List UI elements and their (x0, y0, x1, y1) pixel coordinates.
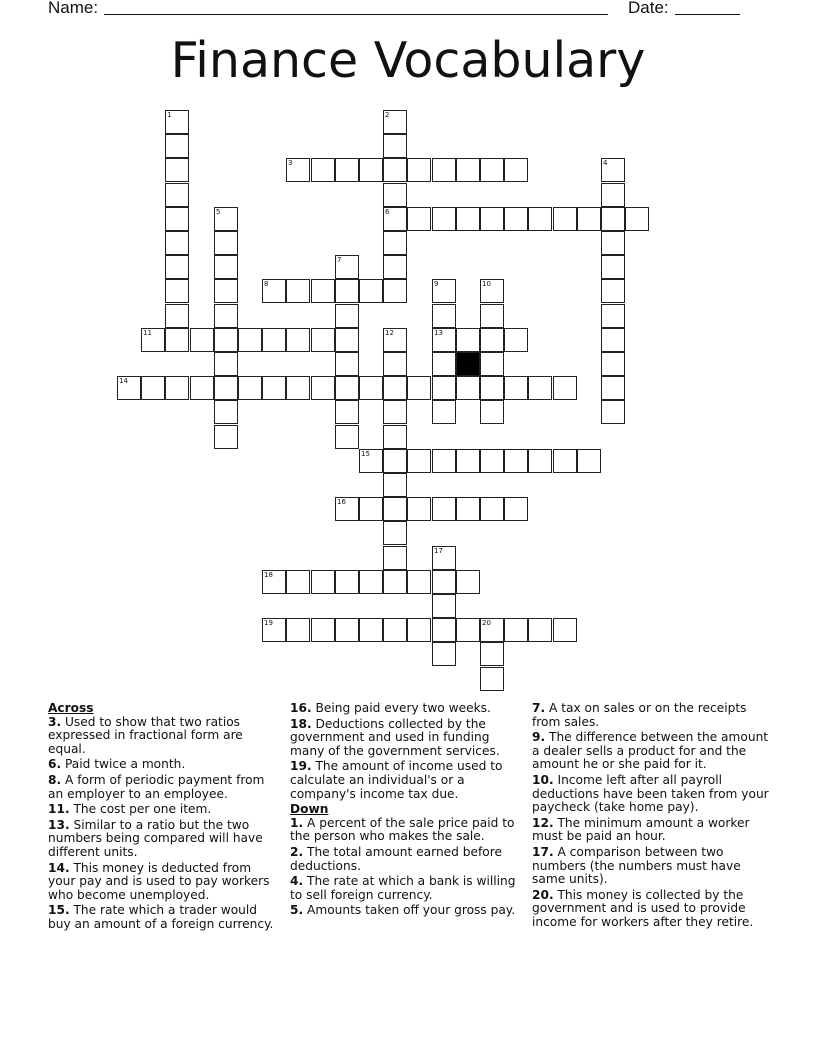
clues-column-2 (290, 702, 522, 920)
puzzle-title: Finance Vocabulary (170, 32, 646, 89)
grid-cell[interactable] (359, 279, 383, 303)
grid-cell[interactable] (432, 570, 456, 594)
clue-number: 18 (264, 571, 273, 579)
grid-cell[interactable] (214, 255, 238, 279)
clue-number: 12 (385, 329, 394, 337)
grid-cell[interactable] (432, 618, 456, 642)
grid-cell[interactable] (383, 183, 407, 207)
clue-text: The rate at which a bank is willing to sell foreign currency. (290, 874, 516, 902)
clue-number: 15 (361, 450, 370, 458)
grid-cell[interactable] (286, 618, 310, 642)
grid-cell[interactable] (456, 376, 480, 400)
grid-cell[interactable] (601, 279, 625, 303)
clue-across-16 (290, 702, 522, 716)
grid-cell[interactable] (359, 497, 383, 521)
grid-cell[interactable] (480, 352, 504, 376)
grid-cell[interactable] (383, 279, 407, 303)
grid-cell[interactable] (359, 376, 383, 400)
grid-cell[interactable] (504, 618, 528, 642)
across-heading: Across (48, 701, 94, 715)
grid-cell[interactable] (528, 449, 552, 473)
clue-text: The total amount earned before deductions. (290, 844, 502, 873)
grid-cell[interactable] (335, 400, 359, 424)
clue-number-label: 13. (48, 817, 70, 832)
clue-text: A form of periodic payment from an employer to an employee. (48, 772, 265, 801)
grid-cell[interactable] (383, 328, 407, 352)
grid-cell[interactable] (383, 497, 407, 521)
clue-text: The minimum amount a worker must be paid an hour. (532, 815, 750, 844)
clue-number: 20 (482, 619, 491, 627)
grid-cell[interactable] (432, 497, 456, 521)
grid-cell[interactable] (311, 279, 335, 303)
clue-text: A tax on sales or on the receipts from sales. (532, 701, 747, 729)
clue-number-label: 15. (48, 903, 70, 918)
clue-down-2 (290, 846, 522, 873)
grid-cell[interactable] (480, 376, 504, 400)
clue-number: 17 (434, 547, 443, 555)
clue-text: Being paid every two weeks. (315, 701, 491, 715)
name-label: Name: (48, 0, 99, 17)
clue-number: 10 (482, 280, 491, 288)
grid-cell[interactable] (335, 570, 359, 594)
clue-down-4 (290, 875, 522, 902)
grid-cell[interactable] (553, 376, 577, 400)
clue-text: Amounts taken off your gross pay. (307, 903, 516, 918)
grid-cell[interactable] (383, 521, 407, 545)
clues-column-3 (532, 702, 772, 932)
clue-number: 19 (264, 619, 273, 627)
grid-cell[interactable] (311, 570, 335, 594)
grid-cell[interactable] (528, 207, 552, 231)
grid-cell[interactable] (504, 158, 528, 182)
grid-cell[interactable] (286, 328, 310, 352)
grid-cell[interactable] (335, 279, 359, 303)
black-cell (456, 352, 480, 376)
clue-across-19 (290, 760, 522, 801)
grid-cell[interactable] (214, 304, 238, 328)
clue-text: The rate which a trader would buy an amount of a foreign currency. (48, 903, 274, 931)
grid-cell[interactable] (165, 304, 189, 328)
grid-cell[interactable] (480, 497, 504, 521)
grid-cell[interactable] (335, 328, 359, 352)
grid-cell[interactable] (383, 400, 407, 424)
grid-cell[interactable] (383, 255, 407, 279)
grid-cell[interactable] (214, 376, 238, 400)
grid-cell[interactable] (456, 618, 480, 642)
clue-text: The difference between the amount a dealer sells a product for and the amount he or she paid for it. (532, 730, 769, 772)
grid-cell[interactable] (601, 352, 625, 376)
grid-cell[interactable] (165, 255, 189, 279)
grid-cell[interactable] (141, 328, 165, 352)
grid-cell[interactable] (432, 158, 456, 182)
grid-cell[interactable] (165, 207, 189, 231)
grid-cell[interactable] (335, 304, 359, 328)
grid-cell[interactable] (335, 352, 359, 376)
grid-cell[interactable] (504, 449, 528, 473)
grid-cell[interactable] (311, 328, 335, 352)
clue-number-label: 11. (48, 802, 70, 817)
clue-number: 14 (119, 377, 128, 385)
grid-cell[interactable] (528, 376, 552, 400)
grid-cell[interactable] (165, 376, 189, 400)
grid-cell[interactable] (359, 449, 383, 473)
grid-cell[interactable] (165, 134, 189, 158)
clue-across-6 (48, 758, 280, 772)
clue-across-14 (48, 862, 280, 903)
grid-cell[interactable] (480, 618, 504, 642)
clue-number-label: 17. (532, 844, 554, 859)
grid-cell[interactable] (165, 279, 189, 303)
clues-column-1 (48, 702, 280, 934)
clue-number-label: 12. (532, 815, 554, 830)
clue-text: This money is collected by the government and is used to provide income for workers after they retire. (532, 887, 754, 929)
grid-cell[interactable] (383, 134, 407, 158)
grid-cell[interactable] (432, 304, 456, 328)
clue-across-3 (48, 716, 280, 757)
grid-cell[interactable] (165, 231, 189, 255)
clue-text: A comparison between two numbers (the numbers must have same units). (532, 844, 741, 887)
clue-across-13 (48, 819, 280, 860)
grid-cell[interactable] (141, 376, 165, 400)
grid-cell[interactable] (601, 231, 625, 255)
grid-cell[interactable] (407, 158, 431, 182)
clue-number: 6 (385, 208, 390, 216)
grid-cell[interactable] (456, 328, 480, 352)
grid-cell[interactable] (383, 158, 407, 182)
clue-across-11 (48, 803, 280, 817)
grid-cell[interactable] (165, 328, 189, 352)
grid-cell[interactable] (504, 328, 528, 352)
grid-cell[interactable] (383, 352, 407, 376)
grid-cell[interactable] (214, 279, 238, 303)
clue-down-1 (290, 817, 522, 844)
grid-cell[interactable] (480, 449, 504, 473)
grid-cell[interactable] (432, 594, 456, 618)
grid-cell[interactable] (311, 618, 335, 642)
grid-cell[interactable] (432, 207, 456, 231)
grid-cell[interactable] (383, 207, 407, 231)
clue-number-label: 16. (290, 701, 312, 715)
grid-cell[interactable] (432, 376, 456, 400)
grid-cell[interactable] (601, 400, 625, 424)
grid-cell[interactable] (165, 110, 189, 134)
clue-down-5 (290, 904, 522, 918)
grid-cell[interactable] (432, 449, 456, 473)
grid-cell[interactable] (577, 207, 601, 231)
clue-across-15 (48, 904, 280, 931)
grid-cell[interactable] (286, 158, 310, 182)
grid-cell[interactable] (601, 207, 625, 231)
clue-number: 8 (264, 280, 269, 288)
grid-cell[interactable] (480, 158, 504, 182)
down-heading: Down (290, 802, 329, 817)
grid-cell[interactable] (214, 328, 238, 352)
clue-number-label: 9. (532, 730, 546, 745)
grid-cell[interactable] (335, 497, 359, 521)
grid-cell[interactable] (383, 546, 407, 570)
clue-number-label: 14. (48, 860, 70, 875)
grid-cell[interactable] (311, 158, 335, 182)
clue-down-12 (532, 817, 772, 844)
date-label: Date: (628, 0, 669, 17)
grid-cell[interactable] (214, 425, 238, 449)
clue-number: 3 (288, 159, 293, 167)
grid-cell[interactable] (601, 328, 625, 352)
clue-number-label: 1. (290, 815, 304, 830)
grid-cell[interactable] (311, 376, 335, 400)
grid-cell[interactable] (383, 110, 407, 134)
grid-cell[interactable] (407, 376, 431, 400)
clue-across-8 (48, 774, 280, 801)
grid-cell[interactable] (335, 255, 359, 279)
clue-number-label: 5. (290, 903, 304, 918)
grid-cell[interactable] (335, 158, 359, 182)
clue-number-label: 8. (48, 772, 62, 787)
clue-text: Used to show that two ratios expressed in fractional form are equal. (48, 714, 243, 756)
grid-cell[interactable] (432, 400, 456, 424)
grid-cell[interactable] (601, 255, 625, 279)
clue-number: 13 (434, 329, 443, 337)
clue-number: 4 (603, 159, 608, 167)
grid-cell[interactable] (456, 497, 480, 521)
clue-number: 9 (434, 280, 439, 288)
grid-cell[interactable] (262, 279, 286, 303)
clue-number-label: 7. (532, 701, 546, 715)
grid-cell[interactable] (577, 449, 601, 473)
grid-cell[interactable] (383, 570, 407, 594)
clue-text: A percent of the sale price paid to the person who makes the sale. (290, 815, 515, 844)
clue-text: The cost per one item. (73, 802, 212, 817)
grid-cell[interactable] (407, 618, 431, 642)
clue-number-label: 20. (532, 887, 554, 902)
grid-cell[interactable] (383, 425, 407, 449)
grid-cell[interactable] (504, 207, 528, 231)
clue-text: Deductions collected by the government and used in funding many of the government services. (290, 716, 500, 758)
grid-cell[interactable] (335, 618, 359, 642)
grid-cell[interactable] (553, 618, 577, 642)
grid-cell[interactable] (601, 158, 625, 182)
clue-text: Similar to a ratio but the two numbers being compared will have different units. (48, 817, 263, 859)
grid-cell[interactable] (383, 449, 407, 473)
grid-cell[interactable] (190, 376, 214, 400)
grid-cell[interactable] (553, 207, 577, 231)
grid-cell[interactable] (432, 328, 456, 352)
clue-number-label: 6. (48, 757, 62, 772)
grid-cell[interactable] (553, 449, 577, 473)
clue-number: 16 (337, 498, 346, 506)
grid-cell[interactable] (407, 570, 431, 594)
grid-cell[interactable] (383, 376, 407, 400)
clue-number-label: 4. (290, 874, 304, 889)
grid-cell[interactable] (214, 400, 238, 424)
grid-cell[interactable] (335, 376, 359, 400)
grid-cell[interactable] (601, 183, 625, 207)
grid-cell[interactable] (601, 304, 625, 328)
grid-cell[interactable] (456, 570, 480, 594)
grid-cell[interactable] (504, 376, 528, 400)
grid-cell[interactable] (238, 328, 262, 352)
grid-cell[interactable] (359, 158, 383, 182)
clue-number-label: 19. (290, 759, 312, 774)
grid-cell[interactable] (117, 376, 141, 400)
clue-number-label: 2. (290, 844, 304, 859)
grid-cell[interactable] (286, 376, 310, 400)
grid-cell[interactable] (432, 352, 456, 376)
grid-cell[interactable] (504, 497, 528, 521)
grid-cell[interactable] (480, 400, 504, 424)
grid-cell[interactable] (286, 570, 310, 594)
grid-cell[interactable] (190, 328, 214, 352)
clue-text: Income left after all payroll deductions have been taken from your paycheck (take home pay). (532, 772, 769, 815)
grid-cell[interactable] (262, 376, 286, 400)
clue-down-9 (532, 731, 772, 772)
clue-down-17 (532, 846, 772, 887)
grid-cell[interactable] (165, 183, 189, 207)
grid-cell[interactable] (359, 570, 383, 594)
grid-cell[interactable] (407, 497, 431, 521)
grid-cell[interactable] (456, 158, 480, 182)
grid-cell[interactable] (262, 618, 286, 642)
grid-cell[interactable] (214, 352, 238, 376)
grid-cell[interactable] (528, 618, 552, 642)
grid-cell[interactable] (432, 546, 456, 570)
clue-text: The amount of income used to calculate an individual's or a company's income tax due. (290, 759, 503, 801)
clue-text: Paid twice a month. (65, 757, 186, 772)
grid-cell[interactable] (480, 667, 504, 691)
grid-cell[interactable] (480, 328, 504, 352)
clue-number: 2 (385, 111, 390, 119)
grid-cell[interactable] (456, 207, 480, 231)
clue-down-20 (532, 889, 772, 930)
grid-cell[interactable] (383, 231, 407, 255)
clue-number-label: 10. (532, 772, 554, 787)
grid-cell[interactable] (480, 279, 504, 303)
grid-cell[interactable] (456, 449, 480, 473)
grid-cell[interactable] (432, 279, 456, 303)
grid-cell[interactable] (262, 570, 286, 594)
grid-cell[interactable] (238, 376, 262, 400)
clue-across-18 (290, 718, 522, 759)
grid-cell[interactable] (407, 207, 431, 231)
grid-cell[interactable] (601, 376, 625, 400)
clue-number: 7 (337, 256, 342, 264)
grid-cell[interactable] (432, 642, 456, 666)
grid-cell[interactable] (214, 207, 238, 231)
clue-number: 5 (216, 208, 221, 216)
grid-cell[interactable] (262, 328, 286, 352)
grid-cell[interactable] (165, 158, 189, 182)
grid-cell[interactable] (480, 207, 504, 231)
clue-number: 1 (167, 111, 172, 119)
clue-number-label: 3. (48, 714, 62, 729)
clue-text: This money is deducted from your pay and is used to pay workers who become unemployed. (48, 860, 270, 902)
grid-cell[interactable] (383, 473, 407, 497)
grid-cell[interactable] (335, 425, 359, 449)
grid-cell[interactable] (383, 618, 407, 642)
grid-cell[interactable] (359, 618, 383, 642)
clue-number: 11 (143, 329, 152, 337)
grid-cell[interactable] (286, 279, 310, 303)
grid-cell[interactable] (625, 207, 649, 231)
grid-cell[interactable] (480, 642, 504, 666)
grid-cell[interactable] (214, 231, 238, 255)
clue-down-10 (532, 774, 772, 815)
clue-number-label: 18. (290, 716, 312, 731)
grid-cell[interactable] (407, 449, 431, 473)
clue-down-7 (532, 702, 772, 729)
grid-cell[interactable] (480, 304, 504, 328)
